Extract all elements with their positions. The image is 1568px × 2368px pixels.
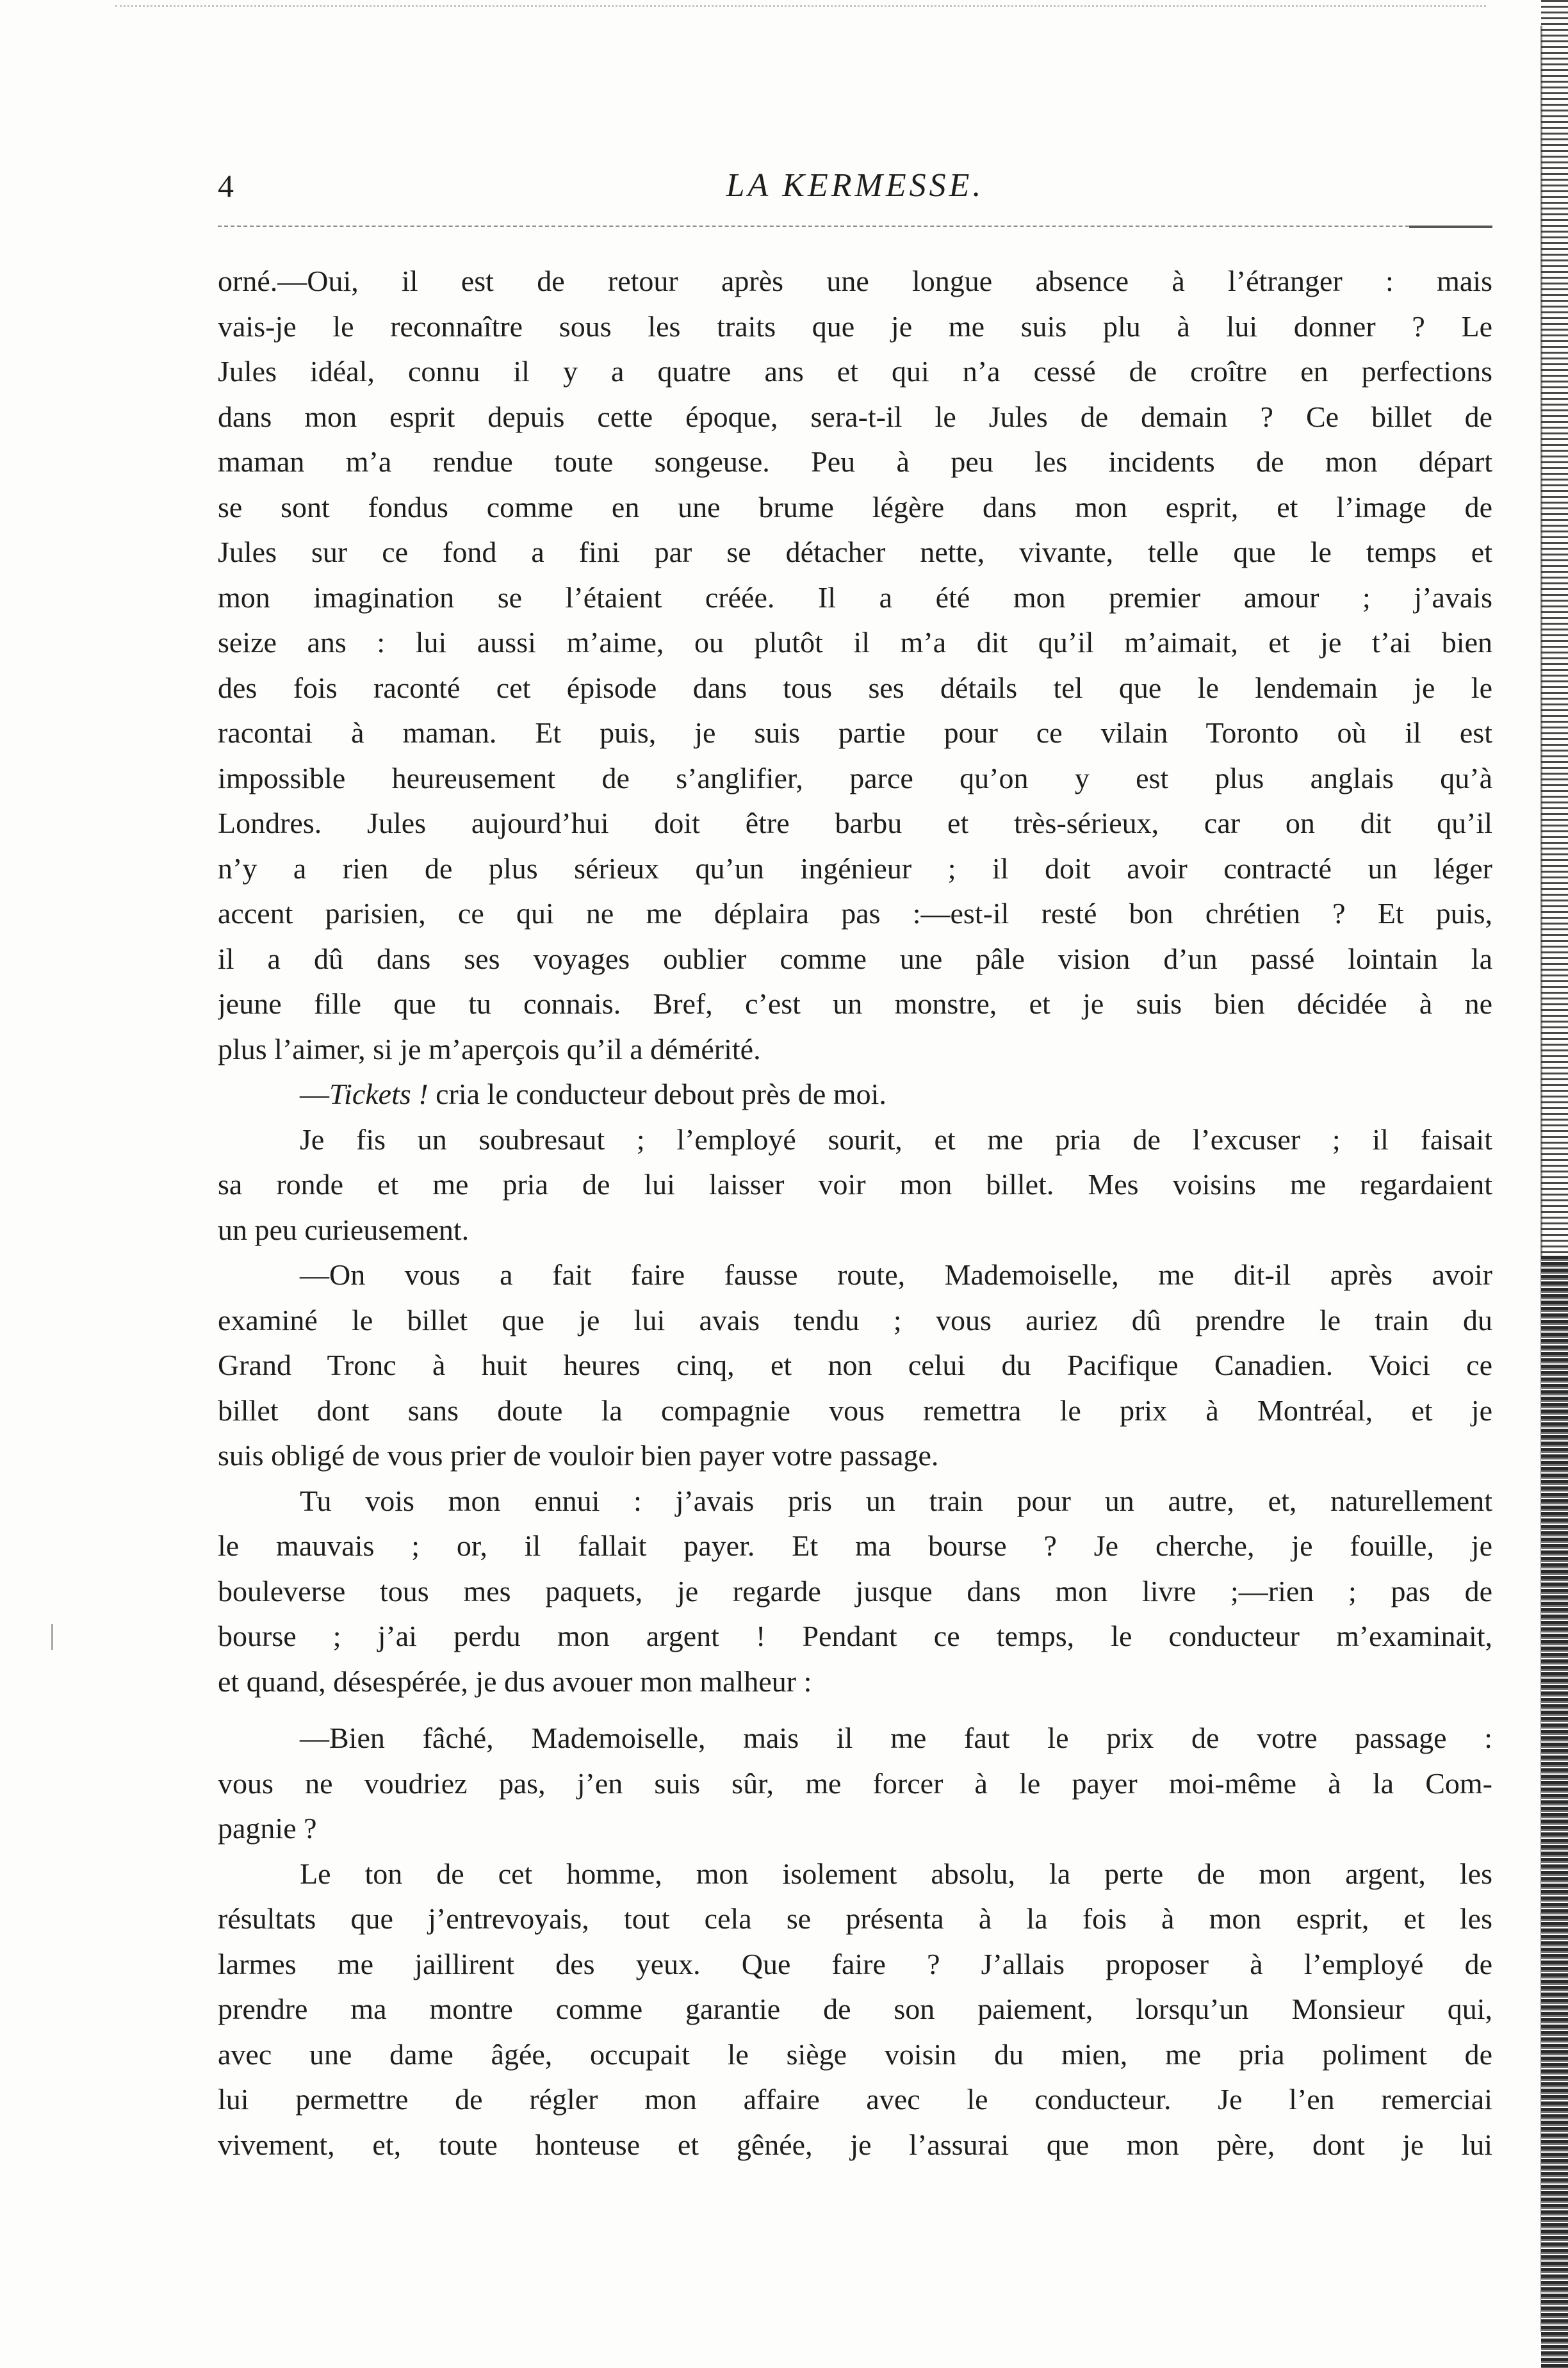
italic-word: Tickets ! (329, 1078, 429, 1110)
text-line: prendre ma montre comme garantie de son paiement, lorsqu’un Monsieur qui, (218, 1993, 1492, 2025)
text-line: pagnie ? (218, 1812, 317, 1845)
text-line: résultats que j’entrevoyais, tout cela se présenta à la fois à mon esprit, et les (218, 1902, 1492, 1935)
text-line: un peu curieusement. (218, 1213, 470, 1246)
text-line: larmes me jaillirent des yeux. Que faire ? J’allais proposer à l’employé de (218, 1947, 1492, 1980)
text-line: des fois raconté cet épisode dans tous ses détails tel que le lendemain je le (218, 671, 1492, 704)
text-line: le mauvais ; or, il fallait payer. Et ma bourse ? Je cherche, je fouille, je (218, 1529, 1492, 1562)
running-head (218, 167, 1492, 211)
text-line: Londres. Jules aujourd’hui doit être barbu et très-sérieux, car on dit qu’il (218, 807, 1492, 839)
header-rule (218, 226, 1492, 231)
text-line: maman m’a rendue toute songeuse. Peu à peu les incidents de mon départ (218, 445, 1492, 478)
text-line: jeune fille que tu connais. Bref, c’est un monstre, et je suis bien décidée à ne (218, 987, 1492, 1020)
text-line: avec une dame âgée, occupait le siège voisin du mien, me pria poliment de (218, 2037, 1492, 2071)
text-line: billet dont sans doute la compagnie vous remettra le prix à Montréal, et je (218, 1394, 1492, 1427)
text-line: accent parisien, ce qui ne me déplaira pas :—est-il resté bon chrétien ? Et puis, (218, 897, 1492, 930)
scan-specks (115, 5, 1486, 20)
text-line: orné.—Oui, il est de retour après une longue absence à l’étranger : mais (218, 265, 1492, 297)
text-line: sa ronde et me pria de lui laisser voir mon billet. Mes voisins me regardaient (218, 1168, 1492, 1201)
scan-right-edge-shadow (1541, 1256, 1568, 2368)
page-number: 4 (218, 168, 234, 204)
text-line: vous ne voudriez pas, j’en suis sûr, me forcer à le payer moi-même à la Com- (218, 1766, 1492, 1800)
scan-left-mark (51, 1624, 53, 1650)
text-line: dans mon esprit depuis cette époque, sera-t-il le Jules de demain ? Ce billet de (218, 400, 1492, 433)
text-line: Je fis un soubresaut ; l’employé sourit, et me pria de l’excuser ; il faisait (300, 1122, 1492, 1156)
text-line: il a dû dans ses voyages oublier comme une pâle vision d’un passé lointain la (218, 942, 1492, 975)
body-text (218, 259, 1492, 2167)
text-line: suis obligé de vous prier de vouloir bien payer votre passage. (218, 1439, 939, 1472)
text-line: examiné le billet que je lui avais tendu ; vous auriez dû prendre le train du (218, 1303, 1492, 1336)
text-line: —On vous a fait faire fausse route, Mademoiselle, me dit-il après avoir (300, 1258, 1492, 1291)
text-line: n’y a rien de plus sérieux qu’un ingénieur ; il doit avoir contracté un léger (218, 851, 1492, 885)
text-line: —Bien fâché, Mademoiselle, mais il me faut le prix de votre passage : (300, 1722, 1492, 1754)
text-line: et quand, désespérée, je dus avouer mon malheur : (218, 1665, 812, 1698)
header-rule-dashed (218, 226, 1492, 227)
text-line: —Tickets ! cria le conducteur debout près de moi. (300, 1078, 886, 1110)
text-line: vivement, et, toute honteuse et gênée, je l’assurai que mon père, dont je lui (218, 2128, 1492, 2161)
running-title: LA KERMESSE. (726, 167, 984, 204)
header-rule-solid (1409, 226, 1492, 228)
text-line: seize ans : lui aussi m’aime, ou plutôt il m’a dit qu’il m’aimait, et je t’ai bien (218, 626, 1492, 659)
text-line: bouleverse tous mes paquets, je regarde jusque dans mon livre ;—rien ; pas de (218, 1574, 1492, 1607)
text-line: lui permettre de régler mon affaire avec le conducteur. Je l’en remerciai (218, 2083, 1492, 2116)
text-line: se sont fondus comme en une brume légère dans mon esprit, et l’image de (218, 490, 1492, 523)
text-line: Grand Tronc à huit heures cinq, et non celui du Pacifique Canadien. Voici ce (218, 1349, 1492, 1381)
text-line: Jules idéal, connu il y a quatre ans et qui n’a cessé de croître en perfections (218, 355, 1492, 388)
text-line: Le ton de cet homme, mon isolement absolu, la perte de mon argent, les (300, 1857, 1492, 1890)
text-line: mon imagination se l’étaient créée. Il a été mon premier amour ; j’avais (218, 580, 1492, 614)
text-line: bourse ; j’ai perdu mon argent ! Pendant ce temps, le conducteur m’examinait, (218, 1620, 1492, 1652)
text-line: impossible heureusement de s’anglifier, parce qu’on y est plus anglais qu’à (218, 761, 1492, 794)
text-line: plus l’aimer, si je m’aperçois qu’il a démérité. (218, 1032, 761, 1065)
text-line: Tu vois mon ennui : j’avais pris un train pour un autre, et, naturellement (300, 1484, 1492, 1517)
text-line: racontai à maman. Et puis, je suis partie pour ce vilain Toronto où il est (218, 716, 1492, 749)
text-line: Jules sur ce fond a fini par se détacher nette, vivante, telle que le temps et (218, 536, 1492, 568)
text-line: vais-je le reconnaître sous les traits que je me suis plu à lui donner ? Le (218, 309, 1492, 343)
